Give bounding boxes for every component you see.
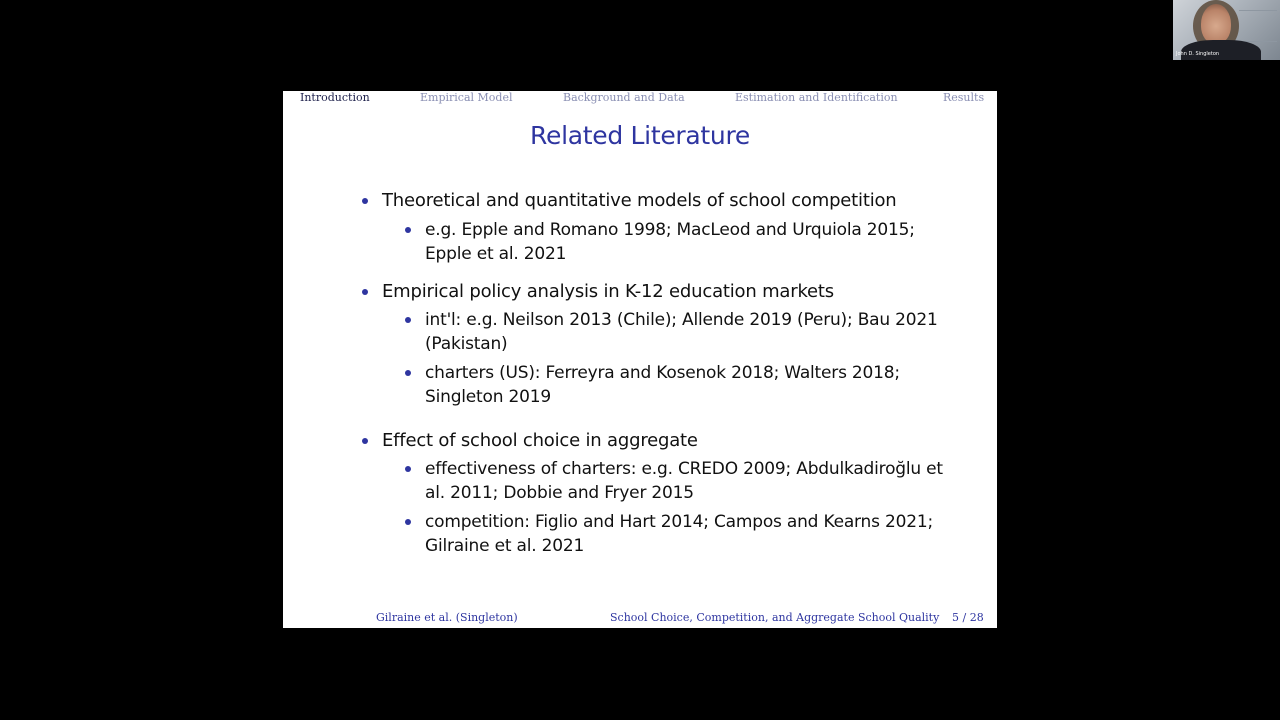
bullet-text: Empirical policy analysis in K-12 education markets xyxy=(382,281,834,302)
footer-page-number: 5 / 28 xyxy=(952,611,984,624)
bullet-dot-icon xyxy=(405,519,411,525)
presentation-slide xyxy=(283,91,997,628)
nav-item-introduction[interactable]: Introduction xyxy=(300,91,370,104)
participant-body xyxy=(1181,40,1261,60)
sub-bullet-text: e.g. Epple and Romano 1998; MacLeod and Urquiola 2015; Epple et al. 2021 xyxy=(425,220,915,264)
bullet-dot-icon xyxy=(405,466,411,472)
participant-face xyxy=(1201,4,1231,44)
footer-title: School Choice, Competition, and Aggregate School Quality xyxy=(610,611,940,624)
bullet-dot-icon xyxy=(362,438,368,444)
slide-footer xyxy=(283,611,997,627)
bullet-dot-icon xyxy=(405,370,411,376)
bullet-dot-icon xyxy=(405,317,411,323)
sub-bullet-text: charters (US): Ferreyra and Kosenok 2018; Walters 2018; Singleton 2019 xyxy=(425,363,900,407)
sub-bullet-text: competition: Figlio and Hart 2014; Campos and Kearns 2021; Gilraine et al. 2021 xyxy=(425,512,933,556)
whiteboard-background xyxy=(1239,10,1277,42)
bullet-dot-icon xyxy=(362,289,368,295)
bullet-dot-icon xyxy=(405,227,411,233)
nav-item-results[interactable]: Results xyxy=(943,91,985,104)
sub-bullet-text: effectiveness of charters: e.g. CREDO 2009; Abdulkadiroğlu et al. 2011; Dobbie and Fryer 2015 xyxy=(425,459,943,503)
slide-content xyxy=(283,91,997,628)
footer-author: Gilraine et al. (Singleton) xyxy=(376,611,518,624)
participant-name-label: John D. Singleton xyxy=(1176,51,1220,57)
nav-item-estimation-and-identification[interactable]: Estimation and Identification xyxy=(735,91,898,104)
bullet-text: Theoretical and quantitative models of school competition xyxy=(382,190,897,211)
slide-title: Related Literature xyxy=(530,121,750,150)
bullet-text: Effect of school choice in aggregate xyxy=(382,430,698,451)
nav-item-empirical-model[interactable]: Empirical Model xyxy=(420,91,513,104)
sub-bullet-text: int'l: e.g. Neilson 2013 (Chile); Allende 2019 (Peru); Bau 2021 (Pakistan) xyxy=(425,310,938,354)
webcam-thumbnail[interactable] xyxy=(1173,0,1280,60)
nav-item-background-and-data[interactable]: Background and Data xyxy=(563,91,685,104)
bullet-dot-icon xyxy=(362,198,368,204)
